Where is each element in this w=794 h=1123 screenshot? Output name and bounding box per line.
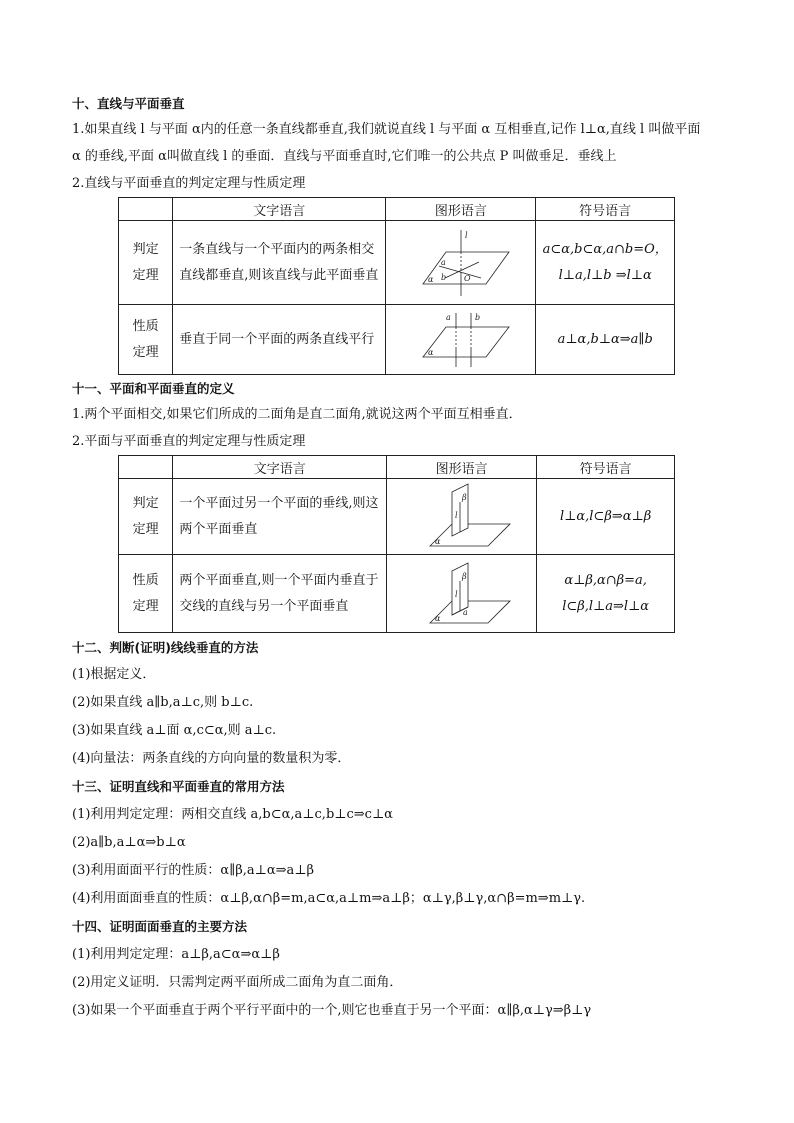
- line-plane-criterion-figure: [386, 221, 536, 305]
- svg-text:l: l: [454, 510, 458, 520]
- row-text: 两个平面垂直,则一个平面内垂直于交线的直线与另一个平面垂直: [173, 555, 387, 633]
- svg-text:a: a: [462, 607, 468, 617]
- table-header-row: [119, 456, 675, 479]
- row-text: 垂直于同一个平面的两条直线平行: [173, 305, 386, 375]
- header-figure-language: 图形语言: [387, 456, 537, 479]
- table-row: [119, 479, 675, 555]
- header-empty: [119, 198, 173, 221]
- list-item: (4)利用面面垂直的性质：α⊥β,α∩β=m,a⊂α,a⊥m⇒a⊥β；α⊥γ,β⊥γ,α∩β=m⇒m⊥γ.: [72, 891, 586, 906]
- section-11-title: 十一、平面和平面垂直的定义: [72, 381, 235, 396]
- row-label: 性质定理: [119, 305, 173, 375]
- list-item: (2)用定义证明．只需判定两平面所成二面角为直二面角．: [72, 975, 403, 990]
- list-item: (1)利用判定定理：两相交直线 a,b⊂α,a⊥c,b⊥c⇒c⊥α: [72, 807, 393, 822]
- svg-text:b: b: [474, 312, 480, 322]
- list-item: (4)向量法：两条直线的方向向量的数量积为零．: [72, 751, 351, 766]
- list-item: (3)如果一个平面垂直于两个平行平面中的一个,则它也垂直于另一个平面：α∥β,α⊥γ⇒β⊥γ: [72, 1003, 592, 1018]
- list-item: (1)根据定义．: [72, 667, 156, 682]
- plane-plane-property-figure: [387, 555, 537, 633]
- plane-plane-perpendicular-table: [118, 455, 675, 633]
- header-empty: [119, 456, 173, 479]
- svg-text:a: a: [440, 257, 446, 267]
- section-14-title: 十四、证明面面垂直的主要方法: [72, 919, 248, 934]
- header-text-language: 文字语言: [173, 456, 387, 479]
- row-text: 一条直线与一个平面内的两条相交直线都垂直,则该直线与此平面垂直: [173, 221, 386, 305]
- list-item: (3)如果直线 a⊥面 α,c⊂α,则 a⊥c.: [72, 723, 277, 738]
- svg-text:a: a: [445, 312, 451, 322]
- row-symbol: α⊥β,α∩β=a, l⊂β,l⊥a⇒l⊥α: [537, 555, 675, 633]
- header-symbol-language: 符号语言: [536, 198, 675, 221]
- list-item: (3)利用面面平行的性质：α∥β,a⊥α⇒a⊥β: [72, 863, 314, 878]
- table-row: [119, 221, 675, 305]
- row-text: 一个平面过另一个平面的垂线,则这两个平面垂直: [173, 479, 387, 555]
- row-label: 性质定理: [119, 555, 173, 633]
- plane-plane-criterion-figure: [387, 479, 537, 555]
- section-10-para-2: 2.直线与平面垂直的判定定理与性质定理: [72, 176, 306, 191]
- svg-text:α: α: [427, 274, 434, 284]
- row-label: 判定定理: [119, 479, 173, 555]
- svg-text:β: β: [461, 571, 467, 581]
- svg-text:α: α: [434, 613, 441, 623]
- table-row: [119, 305, 675, 375]
- section-10-para-1b: α 的垂线,平面 α叫做直线 l 的垂面．直线与平面垂直时,它们唯一的公共点 P 叫做垂足．垂线上: [72, 149, 617, 164]
- header-text-language: 文字语言: [173, 198, 386, 221]
- list-item: (2)a∥b,a⊥α⇒b⊥α: [72, 835, 186, 850]
- row-label: 判定定理: [119, 221, 173, 305]
- svg-text:α: α: [427, 347, 434, 357]
- svg-text:α: α: [434, 536, 441, 546]
- list-item: (1)利用判定定理：a⊥β,a⊂α⇒α⊥β: [72, 947, 280, 962]
- svg-text:β: β: [461, 492, 467, 502]
- section-13-title: 十三、证明直线和平面垂直的常用方法: [72, 779, 285, 794]
- section-10-title: 十、直线与平面垂直: [72, 96, 185, 111]
- svg-text:O: O: [463, 273, 471, 283]
- document-page: [72, 92, 722, 1025]
- svg-text:b: b: [440, 272, 446, 282]
- header-figure-language: 图形语言: [386, 198, 536, 221]
- svg-text:l: l: [464, 230, 468, 240]
- list-item: (2)如果直线 a∥b,a⊥c,则 b⊥c.: [72, 695, 254, 710]
- svg-text:l: l: [454, 589, 458, 599]
- line-plane-property-figure: [386, 305, 536, 375]
- table-row: [119, 555, 675, 633]
- section-11-para-1: 1.两个平面相交,如果它们所成的二面角是直二面角,就说这两个平面互相垂直．: [72, 407, 522, 422]
- row-symbol: a⊂α,b⊂α,a∩b=O， l⊥a,l⊥b ⇒l⊥α: [536, 221, 675, 305]
- line-plane-perpendicular-table: [118, 197, 675, 375]
- section-12-title: 十二、判断(证明)线线垂直的方法: [72, 640, 259, 655]
- row-symbol: a⊥α,b⊥α⇒a∥b: [536, 305, 675, 375]
- table-header-row: [119, 198, 675, 221]
- section-10-para-1a: 1.如果直线 l 与平面 α内的任意一条直线都垂直,我们就说直线 l 与平面 α 互相垂直,记作 l⊥α,直线 l 叫做平面: [72, 122, 701, 137]
- section-11-para-2: 2.平面与平面垂直的判定定理与性质定理: [72, 434, 306, 449]
- row-symbol: l⊥α,l⊂β⇒α⊥β: [537, 479, 675, 555]
- header-symbol-language: 符号语言: [537, 456, 675, 479]
